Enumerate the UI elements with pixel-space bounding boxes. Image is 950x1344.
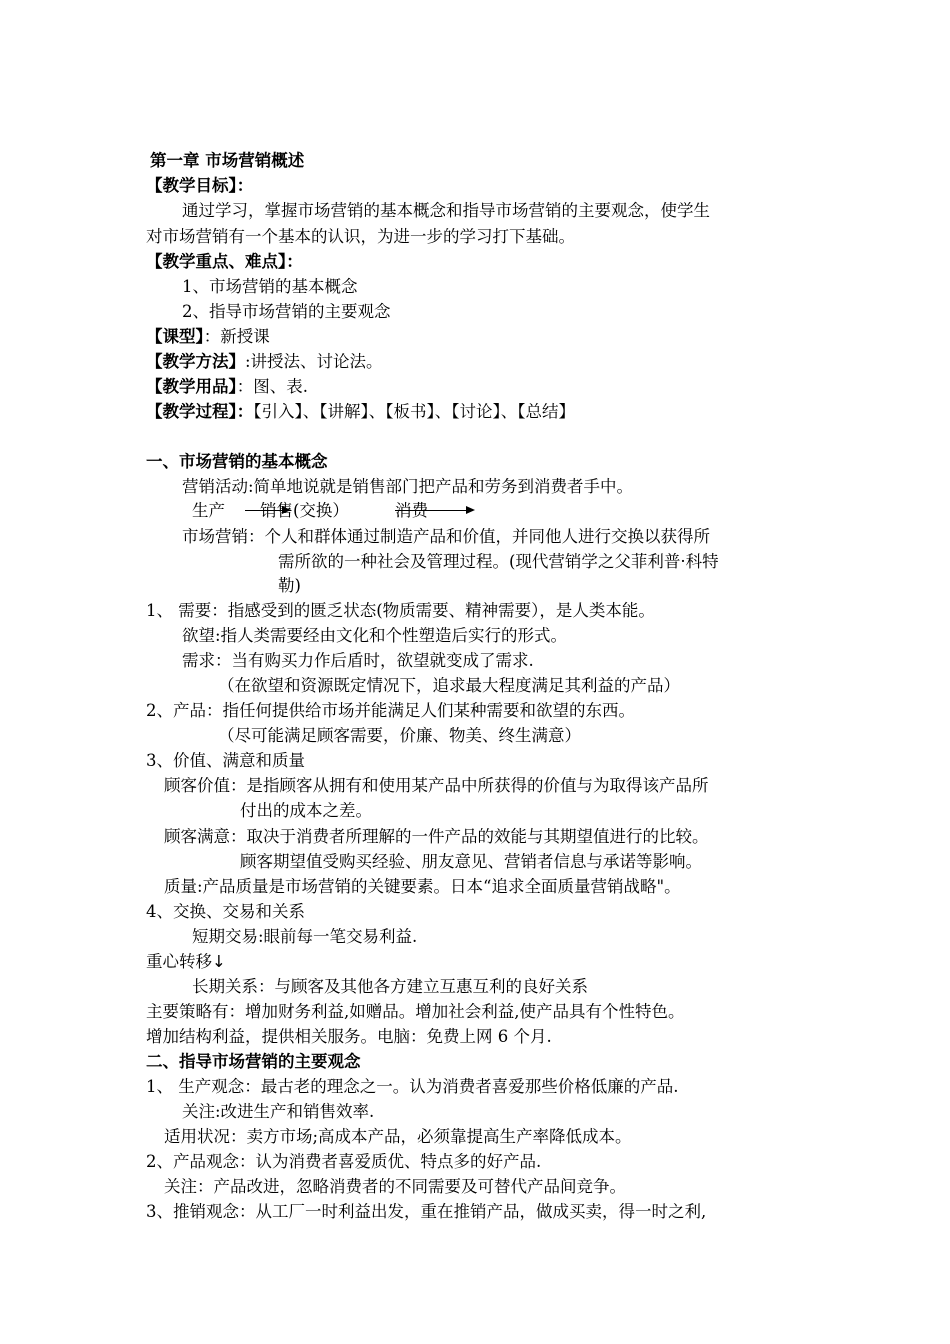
long-term-line: 长期关系：与顾客及其他各方建立互惠互利的良好关系 (192, 977, 588, 996)
objective-line-1: 通过学习，掌握市场营销的基本概念和指导市场营销的主要观念，使学生 (182, 201, 710, 220)
production-focus: 关注:改进生产和销售效率. (182, 1102, 375, 1121)
marketing-definition-2: 需所欲的一种社会及管理过程。(现代营销学之父菲利普·科特 (278, 552, 719, 571)
customer-satisfaction-2: 顾客期望值受购买经验、朋友意见、营销者信息与承诺等影响。 (240, 852, 702, 871)
flow-consumption: 消费 (395, 501, 428, 520)
flow-production: 生产 (192, 501, 225, 520)
lesson-type-value: ：新授课 (203, 327, 270, 346)
tools-label: 【教学用品】 (146, 377, 237, 396)
customer-value-2: 付出的成本之差。 (240, 801, 372, 820)
method-label: 【教学方法】 (146, 352, 245, 371)
value-heading: 3、价值、满意和质量 (146, 751, 305, 770)
lesson-type-row (146, 326, 270, 348)
product-focus: 关注：产品改进，忽略消费者的不同需要及可替代产品间竞争。 (164, 1177, 626, 1196)
flow-sales: 销售(交换） (260, 501, 349, 520)
marketing-activity: 营销活动:简单地说就是销售部门把产品和劳务到消费者手中。 (182, 477, 634, 496)
shift-line (146, 951, 226, 973)
tools-value: ：图、表. (236, 377, 308, 396)
production-situation: 适用状况：卖方市场;高成本产品，必须靠提高生产率降低成本。 (164, 1127, 632, 1146)
section1-heading: 一、市场营销的基本概念 (146, 452, 328, 471)
demand-line: 需求：当有购买力作后盾时，欲望就变成了需求. (182, 651, 534, 670)
arrow-down-icon: ↓ (212, 952, 226, 971)
want-line: 欲望:指人类需要经由文化和个性塑造后实行的形式。 (182, 626, 568, 645)
marketing-definition-1: 市场营销：个人和群体通过制造产品和价值，并同他人进行交换以获得所 (182, 527, 710, 546)
customer-value-1: 顾客价值：是指顾客从拥有和使用某产品中所获得的价值与为取得该产品所 (164, 776, 709, 795)
customer-satisfaction-1: 顾客满意：取决于消费者所理解的一件产品的效能与其期望值进行的比较。 (164, 827, 709, 846)
flow-arrow-icon (395, 510, 473, 511)
objective-line-2: 对市场营销有一个基本的认识，为进一步的学习打下基础。 (146, 227, 575, 246)
method-row (146, 351, 383, 373)
objective-heading: 【教学目标】： (146, 176, 254, 195)
lesson-type-label: 【课型】 (146, 327, 204, 346)
strategy-line-1: 主要策略有：增加财务利益,如赠品。增加社会利益,使产品具有个性特色。 (146, 1002, 685, 1021)
quality-line: 质量:产品质量是市场营销的关键要素。日本“追求全面质量营销战略"。 (164, 877, 681, 896)
process-row (146, 401, 575, 423)
need-line: 1、 需要：指感受到的匮乏状态(物质需要、精神需要），是人类本能。 (146, 601, 655, 620)
process-value: 【引入】、【讲解】、【板书】、【讨论】、【总结】 (253, 402, 575, 421)
product-concept: 2、产品观念：认为消费者喜爱质优、特点多的好产品. (146, 1152, 542, 1171)
section2-heading: 二、指导市场营销的主要观念 (146, 1052, 361, 1071)
marketing-definition-3: 勒) (278, 576, 301, 595)
process-label: 【教学过程】： (146, 402, 254, 421)
demand-note: （在欲望和资源既定情况下，追求最大程度满足其利益的产品） (218, 676, 680, 695)
short-term-line: 短期交易:眼前每一笔交易利益. (192, 927, 418, 946)
tools-row (146, 376, 308, 398)
method-value: :讲授法、讨论法。 (245, 352, 383, 371)
strategy-line-2: 增加结构利益，提供相关服务。电脑：免费上网 6 个月. (146, 1027, 552, 1046)
keypoints-heading: 【教学重点、难点】： (146, 252, 303, 271)
keypoint-item-1: 1、市场营销的基本概念 (182, 277, 358, 296)
shift-label: 重心转移 (146, 952, 212, 971)
exchange-heading: 4、交换、交易和关系 (146, 902, 305, 921)
product-line: 2、产品：指任何提供给市场并能满足人们某种需要和欲望的东西。 (146, 701, 635, 720)
selling-concept: 3、推销观念：从工厂一时利益出发，重在推销产品，做成买卖，得一时之利, (146, 1202, 707, 1221)
keypoint-item-2: 2、指导市场营销的主要观念 (182, 302, 391, 321)
production-concept: 1、 生产观念：最古老的理念之一。认为消费者喜爱那些价格低廉的产品. (146, 1077, 679, 1096)
product-note: （尽可能满足顾客需要，价廉、物美、终生满意） (218, 726, 581, 745)
chapter-title: 第一章 市场营销概述 (150, 151, 305, 170)
